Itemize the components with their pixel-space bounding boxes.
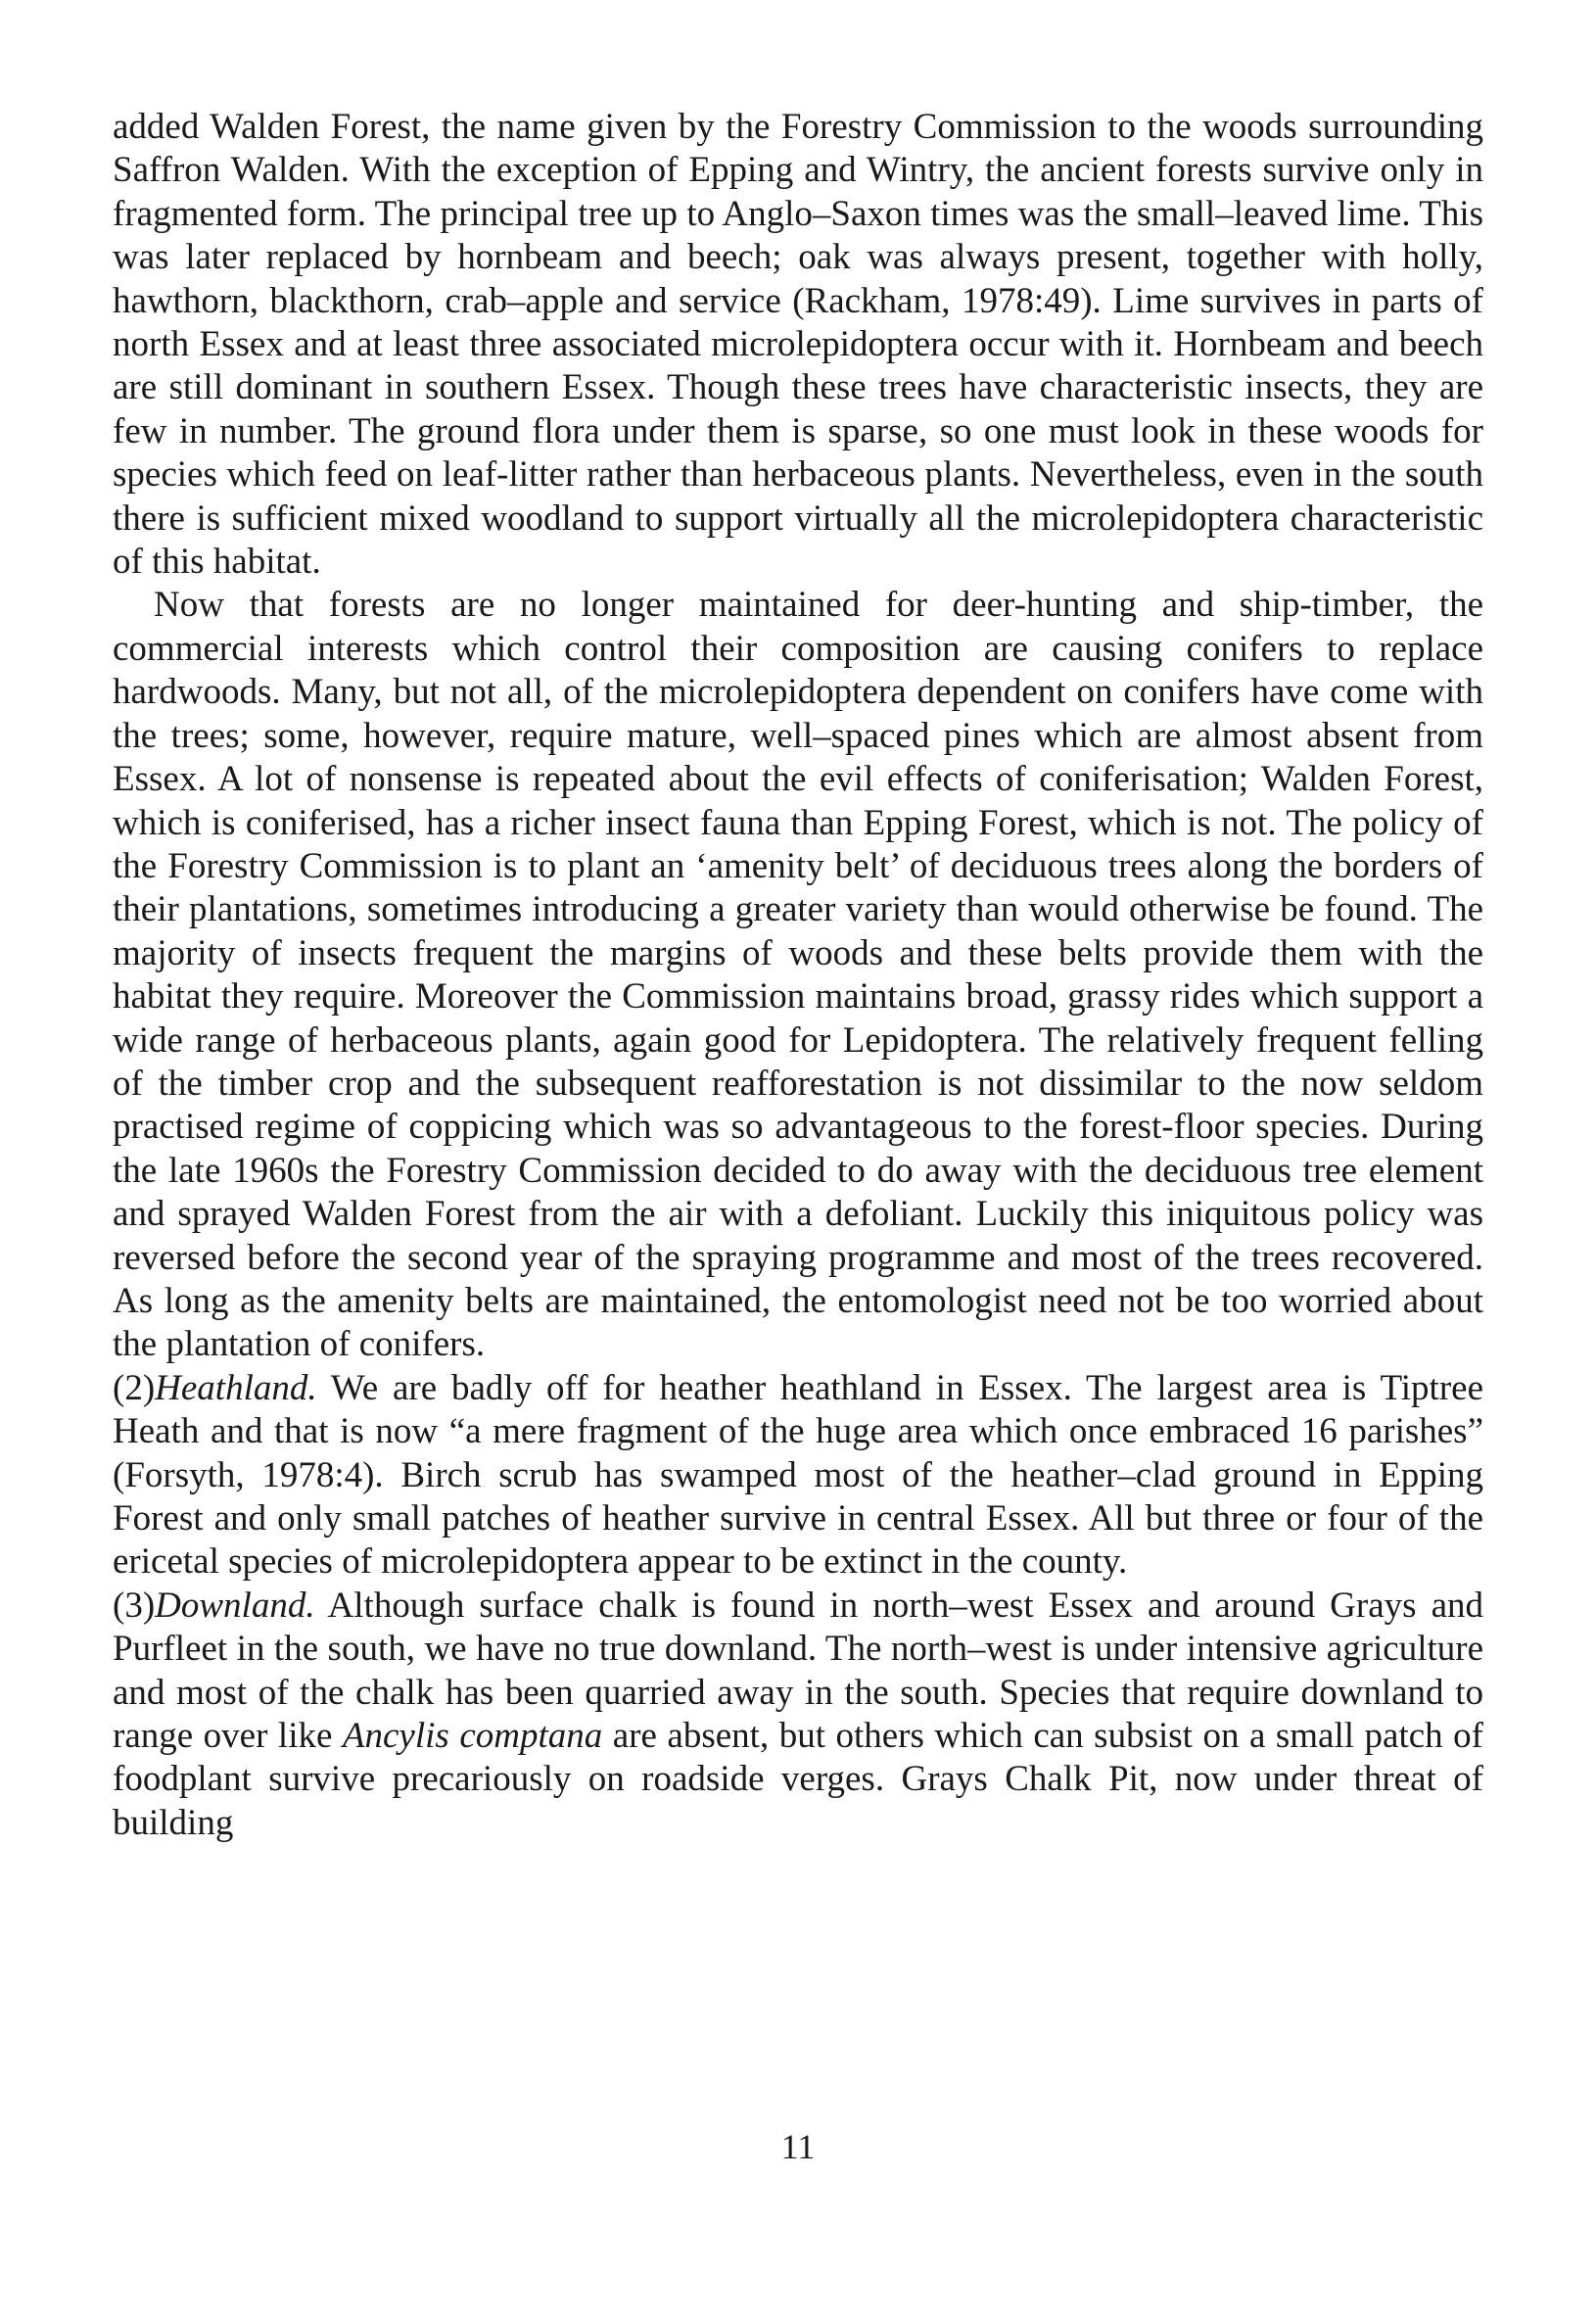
body-text — [113, 106, 1483, 1845]
species-name: Ancylis comptana — [342, 1716, 603, 1757]
section-number: (3) — [113, 1585, 156, 1626]
paragraph-heathland — [113, 1367, 1483, 1585]
section-heading-downland: Downland. — [155, 1585, 315, 1626]
paragraph-conifers: Now that forests are no longer maintained for deer-hunting and ship-timber, the commercial interests which control their composition are causing conifers to replace hardwoods. Many, but not all, of the microlepidoptera dependent on conifers have come with the trees; some, however, require mature, well–spaced pines which are almost absent from Essex. A lot of nonsense is repeated about the evil effects of coniferisation; Walden Forest, which is coniferised, has a richer insect fauna than Epping Forest, which is not. The policy of the Forestry Commission is to plant an ‘amenity belt’ of deciduous trees along the borders of their plantations, sometimes introducing a greater variety than would otherwise be found. The majority of insects frequent the margins of woods and these belts provide them with the habitat they require. Moreover the Commission maintains broad, grassy rides which support a wide range of herbaceous plants, again good for Lepidoptera. The relatively frequent felling of the timber crop and the subsequent reafforestation is not dissimilar to the now seldom practised regime of coppicing which was so advantageous to the forest-floor species. During the late 1960s the Forestry Commission decided to do away with the deciduous tree element and sprayed Walden Forest from the air with a defoliant. Luckily this iniquitous policy was reversed before the second year of the spraying programme and most of the trees recovered. As long as the amenity belts are maintained, the entomologist need not be too worried about the plantation of conifers. — [113, 585, 1483, 1365]
downland-text-continued: are absent, but others which can subsist on a small patch of foodplant survive precariously on roadside verges. Grays Chalk Pit, now under threat of building — [113, 1716, 1483, 1843]
downland-text: Although surface chalk is found in north–west Essex and around Grays and Purfleet in the south, we have no true downland. The north–west is under intensive agriculture and most of the chalk has been quarried away in the south. Species that require downland to range over like — [113, 1585, 1483, 1757]
paragraph-forests-continued: added Walden Forest, the name given by the Forestry Commission to the woods surrounding Saffron Walden. With the exception of Epping and Wintry, the ancient forests survive only in fragmented form. The principal tree up to Anglo–Saxon times was the small–leaved lime. This was later replaced by hornbeam and beech; oak was always present, together with holly, hawthorn, blackthorn, crab–apple and service (Rackham, 1978:49). Lime survives in parts of north Essex and at least three associated microlepidoptera occur with it. Hornbeam and beech are still dominant in southern Essex. Though these trees have characteristic insects, they are few in number. The ground flora under them is sparse, so one must look in these woods for species which feed on leaf-litter rather than herbaceous plants. Nevertheless, even in the south there is sufficient mixed woodland to support virtually all the microlepidoptera characteristic of this habitat. — [113, 107, 1483, 583]
heathland-text: We are badly off for heather heathland in Essex. The largest area is Tiptree Heath and that is now “a mere fragment of the huge area which once embraced 16 parishes” (Forsyth, 1978:4). Birch scrub has swamped most of the heather–clad ground in Epping Forest and only small patches of heather survive in central Essex. All but three or four of the ericetal species of microlepidoptera appear to be extinct in the county. — [113, 1367, 1483, 1583]
section-number: (2) — [113, 1367, 156, 1408]
page-body — [113, 106, 1483, 1845]
section-heading-heathland: Heathland. — [155, 1367, 317, 1408]
page-number: 11 — [780, 2127, 816, 2166]
paragraph-downland — [113, 1585, 1483, 1845]
